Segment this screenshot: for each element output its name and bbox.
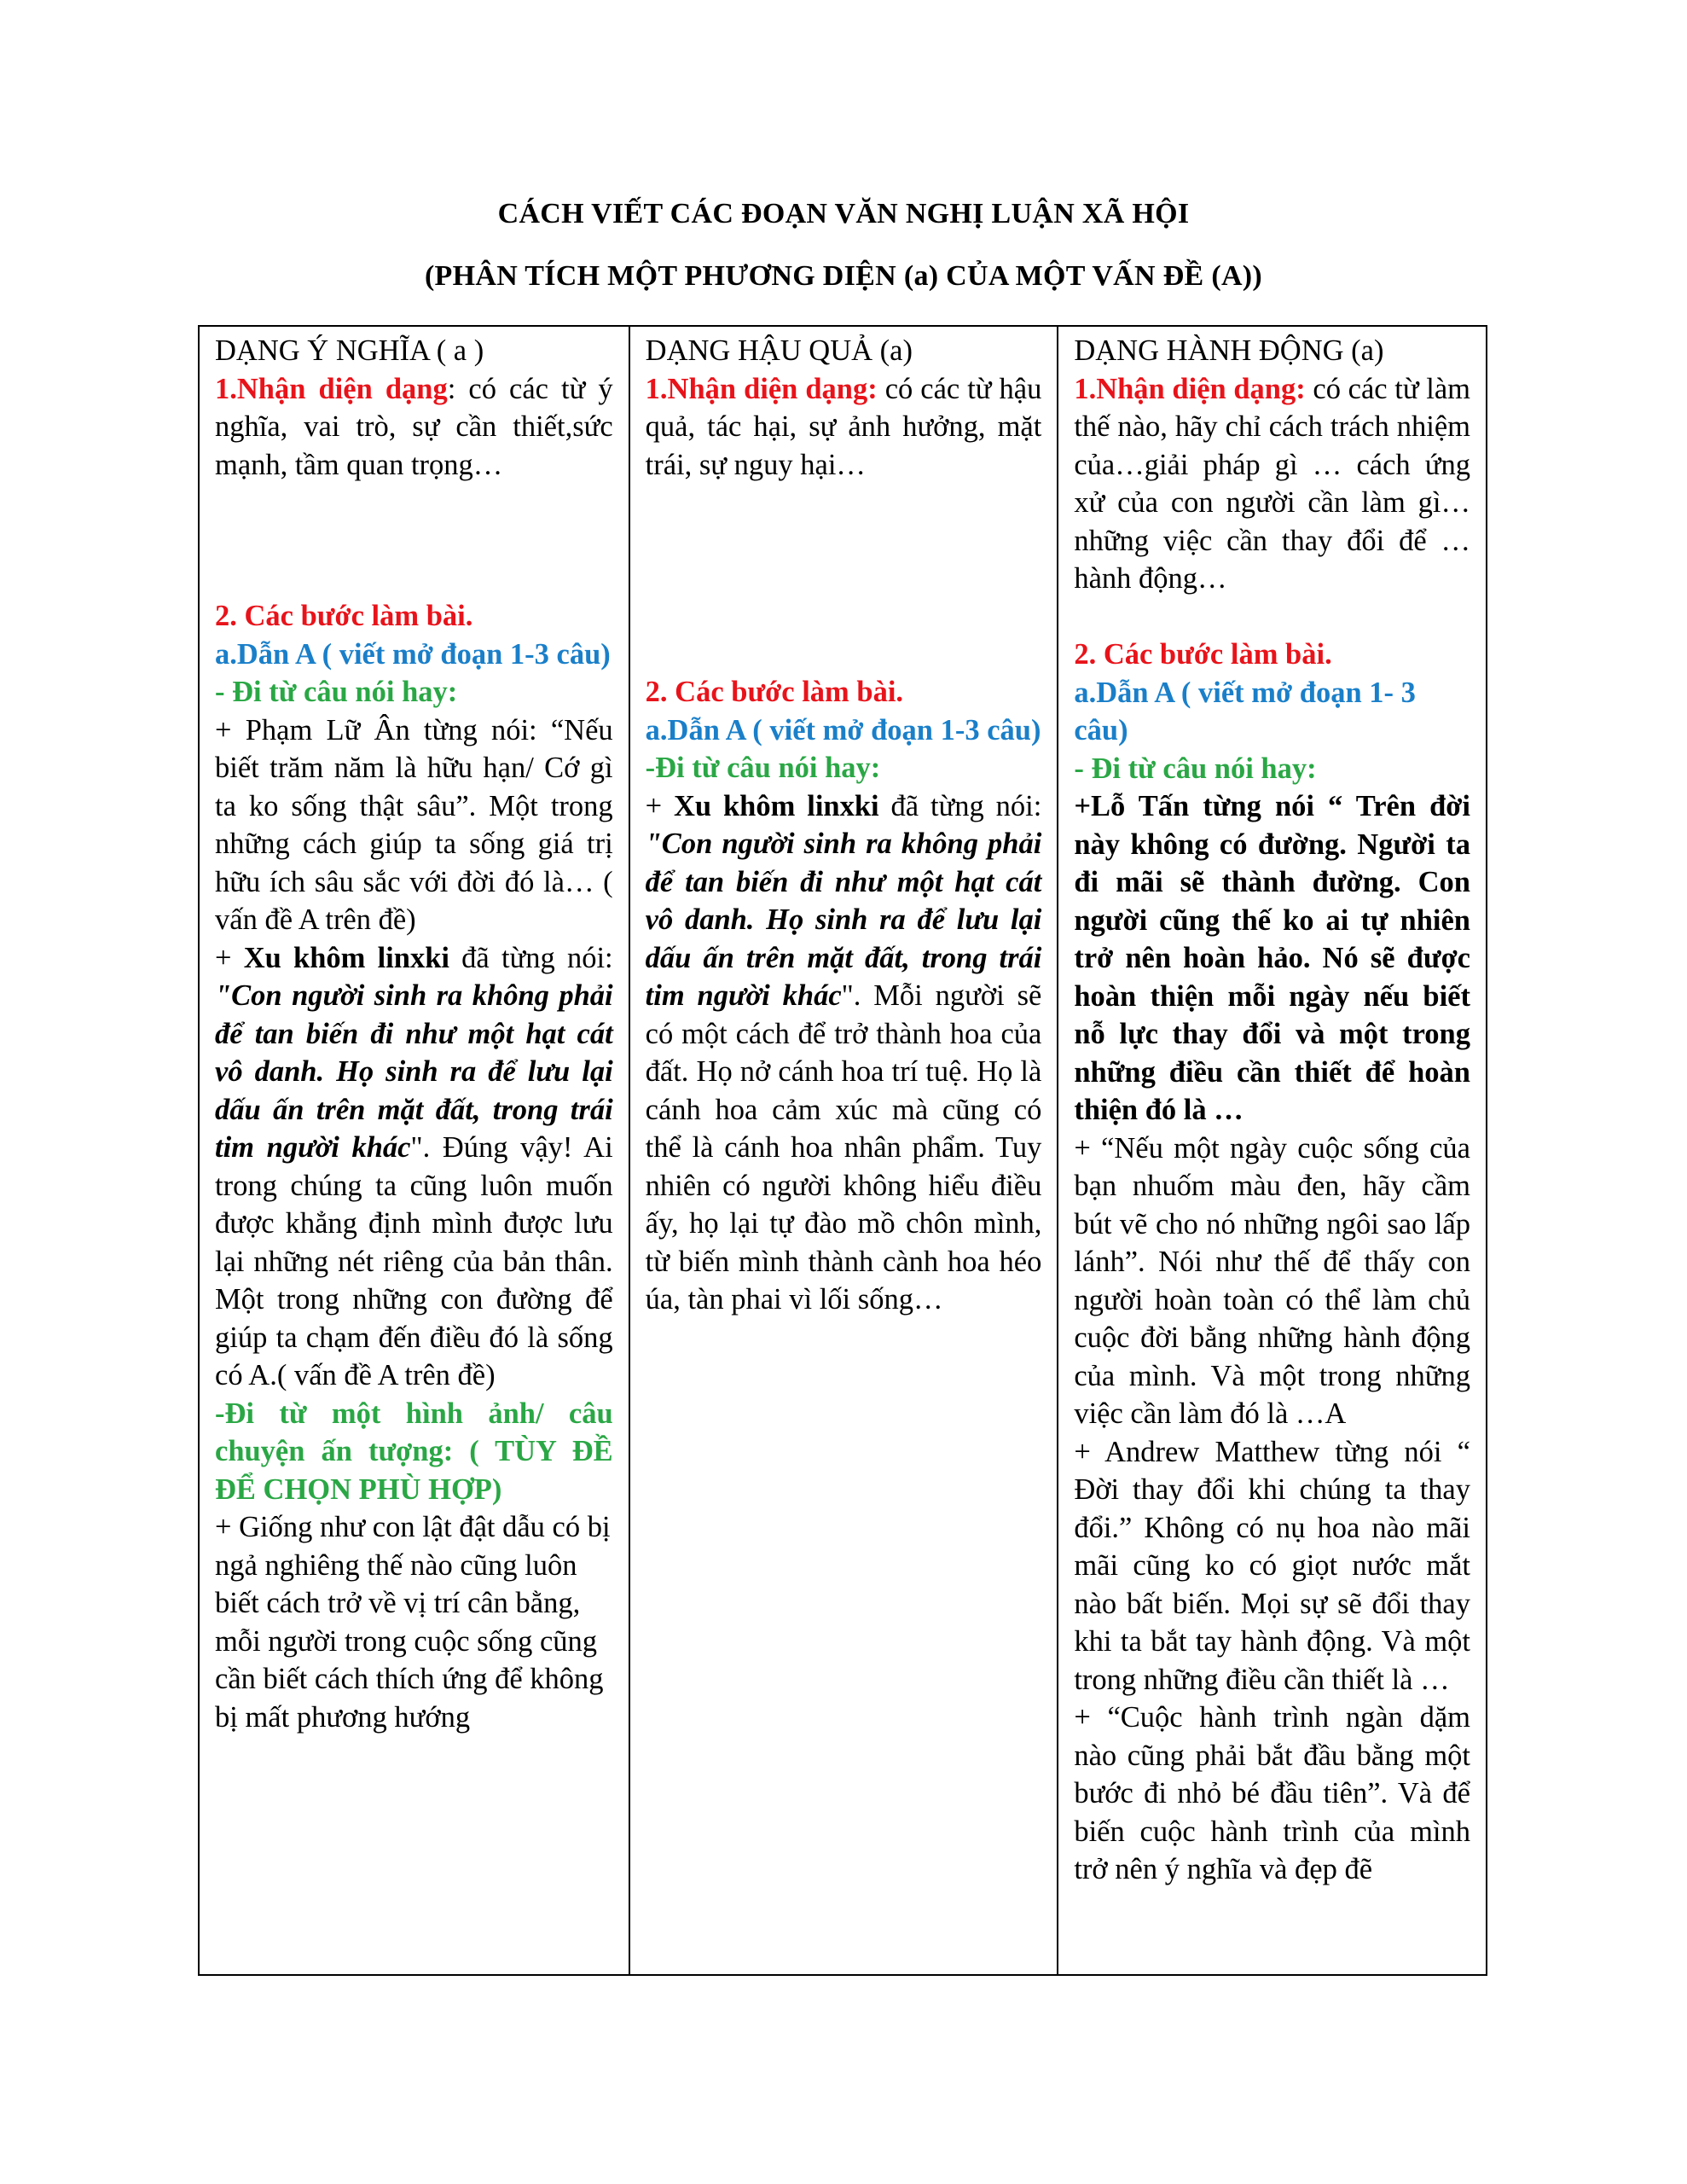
identify-paragraph (1074, 370, 1470, 598)
quote-paragraph: + Phạm Lữ Ân từng nói: “Nếu biết trăm năm là hữu hạn/ Cớ gì ta ko sống thật sâu”. Một trong những cách giúp ta sống giá trị hữu ích sâu sắc với đời đó là… ( vấn đề A trên đề) (215, 713, 613, 936)
quote-paragraph: + Andrew Matthew từng nói “ Đời thay đổi khi chúng ta thay đổi.” Không có nụ hoa nào mãi mãi cũng ko có giọt nước mắt nào bất biến. Mọi sự sẽ đổi thay khi ta bắt tay hành động. Và một trong những điều cần thiết là … (1074, 1435, 1470, 1696)
bullet: + (645, 789, 674, 822)
spacer (1074, 598, 1470, 636)
column-meaning (200, 327, 629, 1974)
document-subtitle: (PHÂN TÍCH MỘT PHƯƠNG DIỆN (a) CỦA MỘT VẤN ĐỀ (A)) (424, 260, 1263, 292)
column-header: DẠNG HẬU QUẢ (a) (645, 334, 913, 367)
methods-table (198, 325, 1487, 1976)
intro-heading: a.Dẫn A ( viết mở đoạn 1-3 câu) (215, 637, 611, 671)
identify-paragraph (646, 370, 1042, 485)
column-header: DẠNG HÀNH ĐỘNG (a) (1074, 334, 1384, 367)
image-paragraph: + Giống như con lật đật dẫu có bị ngả nghiêng thế nào cũng luôn biết cách trở về vị trí cân bằng, mỗi người trong cuộc sống cũng cần biết cách thích ứng để không bị mất phương hướng (215, 1511, 611, 1734)
quote-text: "Con người sinh ra không phải để tan biến đi như một hạt cát vô danh. Họ sinh ra để lưu lại dấu ấn trên mặt đất, trong trái tim người khác (645, 828, 1042, 1012)
quote-commentary: ". Mỗi người sẽ có một cách để trở thành hoa của đất. Họ nở cánh hoa trí tuệ. Họ là cánh hoa cảm xúc mà cũng có thể là cánh hoa nhân phẩm. Tuy nhiên có người không hiểu điều ấy, họ lại tự đào mồ chôn mình, từ biến mình thành cành hoa héo úa, tàn phai vì lối sống… (645, 979, 1042, 1316)
column-consequence (629, 327, 1058, 1974)
bullet: + (215, 941, 244, 974)
quote-said: đã từng nói: (878, 789, 1042, 822)
identify-label: 1.Nhận diện dạng (215, 372, 448, 405)
image-heading: -Đi từ một hình ảnh/ câu chuyện ấn tượng: ( TÙY ĐỀ ĐỂ CHỌN PHÙ HỢP) (215, 1397, 613, 1506)
quote-paragraph: +Lỗ Tấn từng nói “ Trên đời này không có đường. Người ta đi mãi sẽ thành đường. Con người cũng thế ko ai tự nhiên trở nên hoàn hảo. Nó sẽ được hoàn thiện mỗi ngày nếu biết nỗ lực thay đổi và một trong những điều cần thiết để hoàn thiện đó là … (1074, 790, 1470, 1126)
steps-heading: 2. Các bước làm bài. (1074, 638, 1332, 671)
steps-heading: 2. Các bước làm bài. (645, 676, 904, 708)
quote-said: đã từng nói: (449, 941, 613, 974)
intro-heading: a.Dẫn A ( viết mở đoạn 1- 3 câu) (1074, 676, 1416, 746)
intro-heading: a.Dẫn A ( viết mở đoạn 1-3 câu) (645, 713, 1041, 746)
quote-heading: - Đi từ câu nói hay: (215, 676, 458, 708)
identify-paragraph (215, 370, 613, 485)
identify-text: : có các từ ý nghĩa, vai trò, sự cần thiết,sức mạnh, tầm quan trọng… (215, 372, 613, 481)
column-header: DẠNG Ý NGHĨA ( a ) (215, 334, 484, 367)
quote-paragraph (215, 939, 613, 1395)
quote-paragraph: + “Cuộc hành trình ngàn dặm nào cũng phải bắt đầu bằng một bước đi nhỏ bé đầu tiên”. Và để biến cuộc hành trình của mình trở nên ý nghĩa và đẹp đẽ (1074, 1701, 1470, 1885)
steps-heading: 2. Các bước làm bài. (215, 600, 473, 632)
identify-label: 1.Nhận diện dạng: (1074, 372, 1306, 405)
identify-text: có các từ hậu quả, tác hại, sự ảnh hưởng, mặt trái, sự nguy hại… (645, 372, 1042, 481)
document-title: CÁCH VIẾT CÁC ĐOẠN VĂN NGHỊ LUẬN XÃ HỘI (497, 198, 1190, 229)
quote-text: "Con người sinh ra không phải để tan biến đi như một hạt cát vô danh. Họ sinh ra để lưu lại dấu ấn trên mặt đất, trong trái tim người khác (215, 979, 613, 1164)
identify-label: 1.Nhận diện dạng: (645, 372, 878, 405)
quote-author: Xu khôm linxki (674, 789, 879, 822)
quote-paragraph: + “Nếu một ngày cuộc sống của bạn nhuốm màu đen, hãy cầm bút vẽ cho nó những ngôi sao lấp lánh”. Nói như thế để thấy con người hoàn toàn có thể làm chủ cuộc đời bằng những hành động của mình. Và một trong những việc cần làm đó là …A (1074, 1131, 1470, 1430)
quote-heading: - Đi từ câu nói hay: (1074, 752, 1317, 785)
quote-author: Xu khôm linxki (243, 941, 449, 974)
quote-commentary: ". Đúng vậy! Ai trong chúng ta cũng luôn muốn được khẳng định mình được lưu lại những nét riêng của bản thân. Một trong những con đường để giúp ta chạm đến điều đó là sống có A.( vấn đề A trên đề) (215, 1131, 613, 1391)
spacer (646, 484, 1042, 673)
quote-heading: -Đi từ câu nói hay: (645, 752, 881, 784)
identify-text: có các từ làm thế nào, hãy chỉ cách trách nhiệm của…giải pháp gì … cách ứng xử của con người cần làm gì…những việc cần thay đổi để …hành động… (1074, 372, 1470, 595)
quote-paragraph (646, 787, 1042, 1319)
spacer (215, 484, 613, 597)
column-action (1057, 327, 1486, 1974)
